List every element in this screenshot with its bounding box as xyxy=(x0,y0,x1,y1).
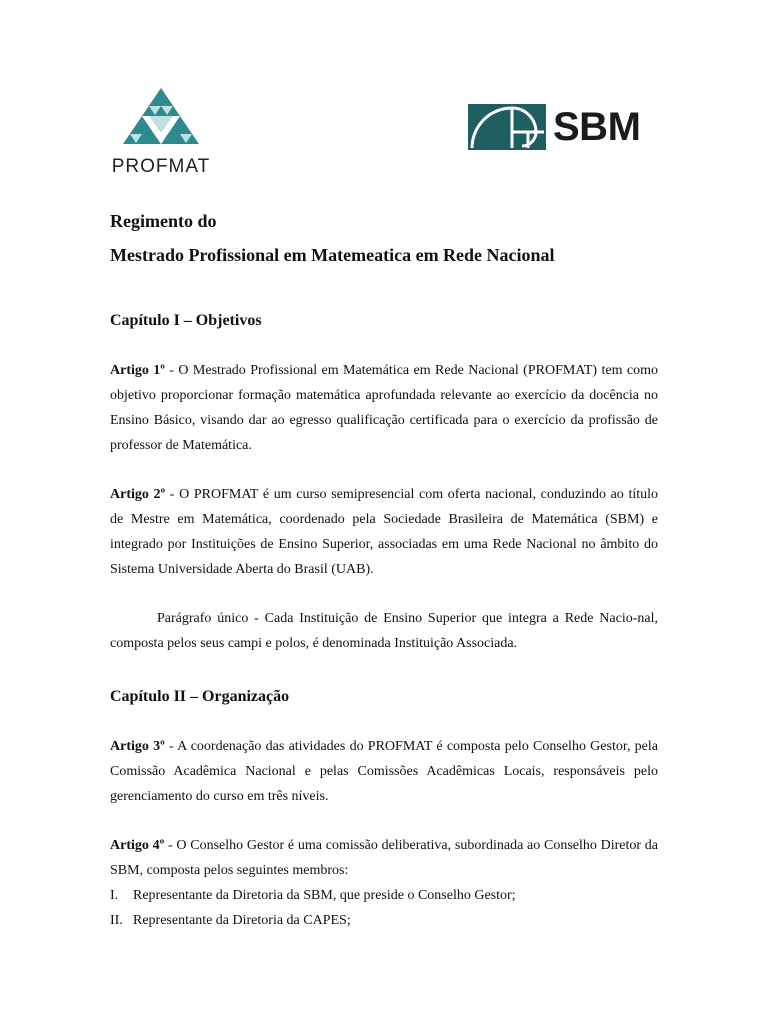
article-2 xyxy=(110,482,658,582)
article-4-text: - O Conselho Gestor é uma comissão deliberativa, subordinada ao Conselho Diretor da SBM, composta pelos seguintes membros: xyxy=(110,838,659,878)
article-2-label: Artigo 2º xyxy=(110,487,166,502)
profmat-logo xyxy=(108,86,214,178)
list-item-text: Representante da Diretoria da SBM, que preside o Conselho Gestor; xyxy=(133,888,516,903)
list-item-text: Representante da Diretoria da CAPES; xyxy=(133,913,351,928)
list-item-number: I. xyxy=(110,888,119,903)
paragrafo-unico: Parágrafo único - Cada Instituição de Ensino Superior que integra a Rede Nacio-nal, composta pelos seus campi e polos, é denominada Instituição Associada. xyxy=(110,611,658,651)
profmat-triangle-icon xyxy=(108,86,214,152)
chapter-1-heading: Capítulo I – Objetivos xyxy=(110,312,262,329)
list-item xyxy=(110,908,658,933)
document-title-line2: Mestrado Profissional em Matemeatica em Rede Nacional xyxy=(110,245,555,265)
profmat-logo-text: PROFMAT xyxy=(111,156,211,177)
article-2-text: - O PROFMAT é um curso semipresencial com oferta nacional, conduzindo ao título de Mestre em Matemática, coordenado pela Sociedade Brasileira de Matemática (SBM) e integrado por Instituições de Ensino Superior, associadas em uma Rede Nacional no âmbito do Sistema Universidade Aberta do Brasil (UAB). xyxy=(110,487,659,577)
article-3-text: - A coordenação das atividades do PROFMAT é composta pelo Conselho Gestor, pela Comissão Acadêmica Nacional e pelas Comissões Acadêmicas Locais, responsáveis pelo gerenciamento do curso em três níveis. xyxy=(110,739,659,804)
sbm-logo xyxy=(468,104,660,152)
article-1-label: Artigo 1º xyxy=(110,363,165,378)
article-1-text: - O Mestrado Profissional em Matemática em Rede Nacional (PROFMAT) tem como objetivo proporcionar formação matemática aprofundada relevante ao exercício da docência no Ensino Básico, visando dar ao egresso qualificação certificada para o exercício da profissão de professor de Matemática. xyxy=(110,363,659,453)
list-item-number: II. xyxy=(110,913,123,928)
sbm-logo-text: SBM xyxy=(553,105,641,149)
chapter-2-heading: Capítulo II – Organização xyxy=(110,688,290,705)
article-4 xyxy=(110,833,658,883)
list-item xyxy=(110,883,658,908)
article-1 xyxy=(110,358,658,458)
document-title-line1: Regimento do xyxy=(110,211,217,231)
article-3-label: Artigo 3º xyxy=(110,739,165,754)
article-3 xyxy=(110,734,658,809)
article-4-label: Artigo 4º xyxy=(110,838,165,853)
sbm-golden-spiral-icon xyxy=(468,104,546,150)
